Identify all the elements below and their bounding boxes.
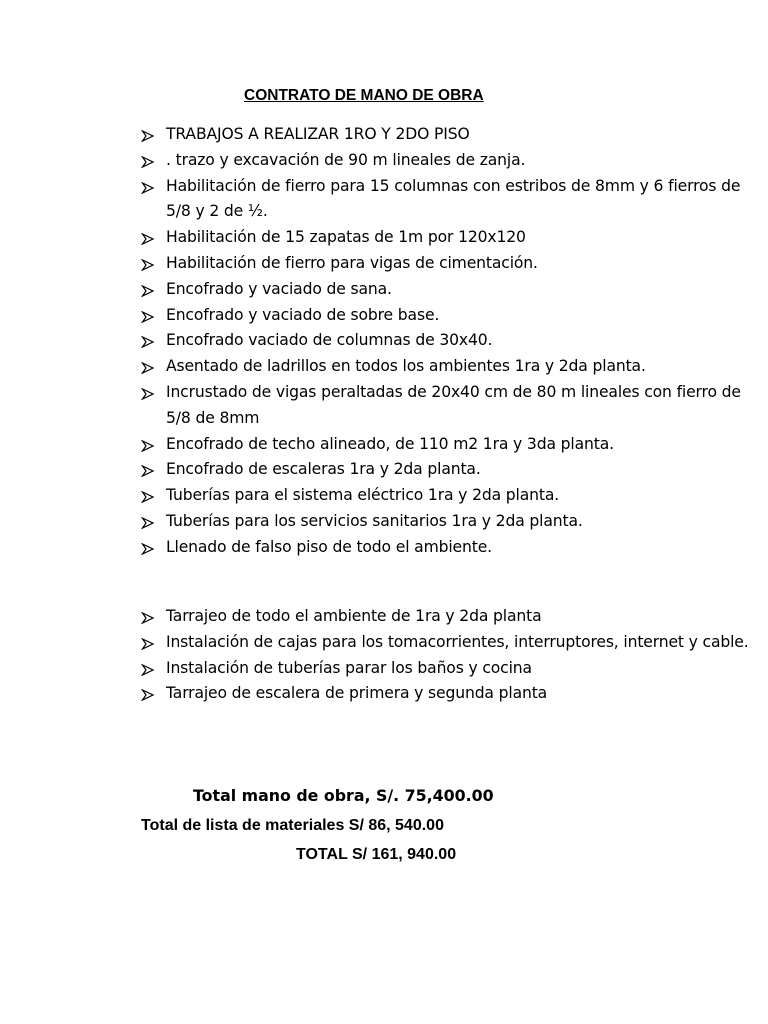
list-item-text: Encofrado y vaciado de sana. (166, 279, 392, 298)
arrowhead-bullet-icon (141, 543, 155, 555)
list-item-text: Encofrado de escaleras 1ra y 2da planta. (166, 460, 481, 479)
list-item (141, 354, 761, 380)
list-item (141, 432, 761, 458)
list-item-text: Instalación de cajas para los tomacorrientes, interruptores, internet y cable. (166, 632, 749, 651)
arrowhead-bullet-icon (141, 311, 155, 323)
list-item-text: Tarrajeo de escalera de primera y segunda planta (166, 684, 548, 703)
list-item-text: Encofrado vaciado de columnas de 30x40. (166, 331, 493, 350)
list-item (141, 225, 761, 251)
total-labor: Total mano de obra, S/. 75,400.00 (193, 786, 494, 805)
arrowhead-bullet-icon (141, 664, 155, 676)
arrowhead-bullet-icon (141, 440, 155, 452)
list-item (141, 604, 761, 630)
list-item-text: Encofrado de techo alineado, de 110 m2 1ra y 3da planta. (166, 434, 614, 453)
list-item (141, 630, 761, 656)
list-item (141, 535, 761, 561)
list-item (141, 457, 761, 483)
arrowhead-bullet-icon (141, 156, 155, 168)
list-item (141, 328, 761, 354)
list-item (141, 656, 761, 682)
list-item-text: Habilitación de fierro para 15 columnas con estribos de 8mm y 6 fierros de 5/8 y 2 de ½. (166, 176, 741, 221)
finishing-items-list (141, 604, 761, 707)
arrowhead-bullet-icon (141, 336, 155, 348)
arrowhead-bullet-icon (141, 233, 155, 245)
list-item (141, 509, 761, 535)
list-item-text: Habilitación de fierro para vigas de cimentación. (166, 253, 538, 272)
arrowhead-bullet-icon (141, 612, 155, 624)
arrowhead-bullet-icon (141, 638, 155, 650)
list-item-text: TRABAJOS A REALIZAR 1RO Y 2DO PISO (166, 125, 470, 143)
list-item-text: . trazo y excavación de 90 m lineales de zanja. (166, 150, 526, 169)
list-item (141, 483, 761, 509)
list-item-text: Incrustado de vigas peraltadas de 20x40 cm de 80 m lineales con fierro de 5/8 de 8mm (166, 382, 741, 427)
list-item-text: Llenado de falso piso de todo el ambiente. (166, 537, 492, 556)
arrowhead-bullet-icon (141, 465, 155, 477)
list-item-text: Tuberías para los servicios sanitarios 1ra y 2da planta. (166, 511, 583, 530)
list-item (141, 174, 761, 226)
document-title: CONTRATO DE MANO DE OBRA (244, 87, 484, 104)
list-item-text: Asentado de ladrillos en todos los ambientes 1ra y 2da planta. (166, 357, 646, 376)
grand-total: TOTAL S/ 161, 940.00 (296, 846, 457, 863)
total-materials: Total de lista de materiales S/ 86, 540.00 (141, 817, 444, 834)
list-item (141, 681, 761, 707)
list-item-text: Tuberías para el sistema eléctrico 1ra y 2da planta. (166, 486, 560, 505)
arrowhead-bullet-icon (141, 517, 155, 529)
list-item-text: Instalación de tuberías parar los baños y cocina (166, 658, 532, 677)
list-item (141, 251, 761, 277)
list-item-text: Encofrado y vaciado de sobre base. (166, 305, 440, 324)
list-item (141, 380, 761, 432)
arrowhead-bullet-icon (141, 491, 155, 503)
list-item (141, 122, 761, 148)
list-item (141, 148, 761, 174)
list-item (141, 277, 761, 303)
arrowhead-bullet-icon (141, 388, 155, 400)
list-item-text: Habilitación de 15 zapatas de 1m por 120x120 (166, 228, 526, 247)
arrowhead-bullet-icon (141, 130, 155, 142)
work-items-list (141, 122, 761, 561)
list-item (141, 303, 761, 329)
arrowhead-bullet-icon (141, 182, 155, 194)
arrowhead-bullet-icon (141, 259, 155, 271)
list-item-text: Tarrajeo de todo el ambiente de 1ra y 2da planta (166, 607, 542, 625)
arrowhead-bullet-icon (141, 362, 155, 374)
arrowhead-bullet-icon (141, 285, 155, 297)
arrowhead-bullet-icon (141, 689, 155, 701)
